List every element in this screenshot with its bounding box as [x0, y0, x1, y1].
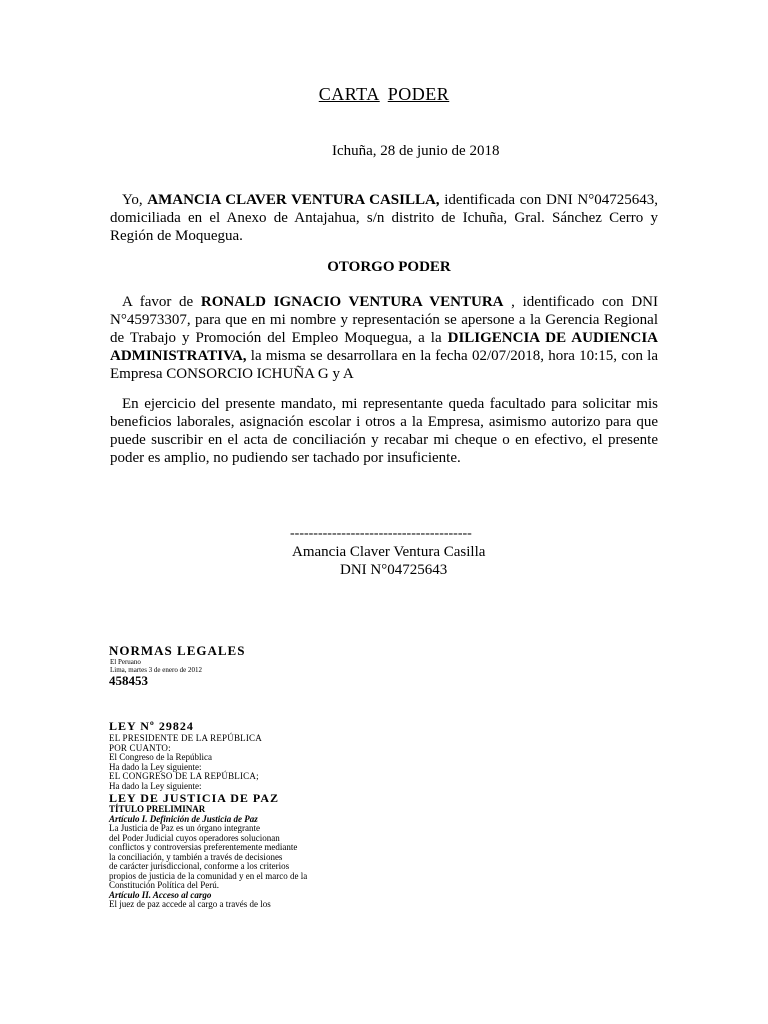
- p1-rest: identificada con DNI N°04725643, domiciliada en el Anexo de Antajahua, s/n distrito de Ichuña, Gral. Sánchez Cerro y Región de Moquegua.: [110, 192, 658, 244]
- titulo-preliminar: TÍTULO PRELIMINAR: [109, 804, 206, 814]
- p2-rest: la misma se desarrollara en la fecha 02/07/2018, hora 10:15, con la Empresa CONSORCIO ICHUÑA G y A: [110, 348, 658, 382]
- paragraph-mandate: [110, 395, 658, 467]
- grantor-name: AMANCIA CLAVER VENTURA CASILLA,: [147, 192, 440, 208]
- normas-legales-header: NORMAS LEGALES: [109, 643, 246, 658]
- document-title: [0, 84, 768, 105]
- ley-number: LEY Nº 29824: [109, 719, 194, 733]
- p1-start: Yo,: [122, 192, 148, 208]
- articulo-2-heading: Artículo II. Acceso al cargo: [109, 889, 212, 900]
- publication-date: Lima, martes 3 de enero de 2012: [110, 666, 202, 674]
- ley-line: Ha dado la Ley siguiente:: [109, 780, 202, 791]
- signer-dni: DNI N°04725643: [340, 562, 448, 578]
- articulo-1-heading: Artículo I. Definición de Justicia de Paz: [109, 813, 258, 824]
- diligencia-text: DILIGENCIA DE AUDIENCIA ADMINISTRATIVA,: [110, 330, 658, 364]
- p3-text: En ejercicio del presente mandato, mi representante queda facultado para solicitar mis beneficios laborales, asignación escolar i otros a la Empresa, asimismo autorizo para que puede suscribir en el acta de conciliación y recabar mi cheque o en efectivo, el presente poder es amplio, no pudiendo ser tachado por insuficiente.: [110, 396, 658, 466]
- grantee-name: RONALD IGNACIO VENTURA VENTURA: [200, 294, 504, 310]
- ley-line: El Congreso de la República: [109, 752, 212, 762]
- ley-line: EL CONGRESO DE LA REPÚBLICA;: [109, 771, 259, 781]
- p2-mid: , identificado con DNI N°45973307, para que en mi nombre y representación se apersone a la Gerencia Regional de Trabajo y Promoción del Empleo Moquegua, a la: [110, 294, 658, 346]
- articulo-1-line: de carácter jurisdiccional, conforme a los criterios: [109, 861, 290, 871]
- signer-name: Amancia Claver Ventura Casilla: [292, 544, 486, 560]
- articulo-2-line: El juez de paz accede al cargo a través de los: [109, 899, 271, 909]
- articulo-1-line: Constitución Política del Perú.: [109, 880, 219, 890]
- signature-line: ---------------------------------------: [290, 526, 472, 541]
- articulo-1-line: La Justicia de Paz es un órgano integrante: [109, 823, 261, 833]
- ley-line: POR CUANTO:: [109, 742, 171, 753]
- articulo-1-line: conflictos y controversias preferentemente mediante: [109, 842, 298, 852]
- otorgo-poder-heading: OTORGO PODER: [327, 259, 451, 275]
- paragraph-grantor: [110, 191, 658, 245]
- title-word-poder: PODER: [387, 84, 450, 104]
- ley-title: LEY DE JUSTICIA DE PAZ: [109, 791, 280, 805]
- paragraph-grantee: [110, 293, 658, 383]
- ley-line: Ha dado la Ley siguiente:: [109, 761, 202, 772]
- articulo-1-line: del Poder Judicial cuyos operadores solucionan: [109, 832, 280, 843]
- p2-start: A favor de: [122, 294, 201, 310]
- title-word-carta: CARTA: [318, 84, 380, 104]
- articulo-1-line: la conciliación, y también a través de decisiones: [109, 851, 283, 862]
- articulo-1-line: propios de justicia de la comunidad y en el marco de la: [109, 870, 308, 881]
- ley-body: [109, 734, 369, 910]
- document-date: Ichuña, 28 de junio de 2018: [332, 143, 500, 159]
- page-number: 458453: [109, 673, 148, 688]
- publication-name: El Peruano: [110, 658, 141, 666]
- ley-line: EL PRESIDENTE DE LA REPÚBLICA: [109, 733, 262, 743]
